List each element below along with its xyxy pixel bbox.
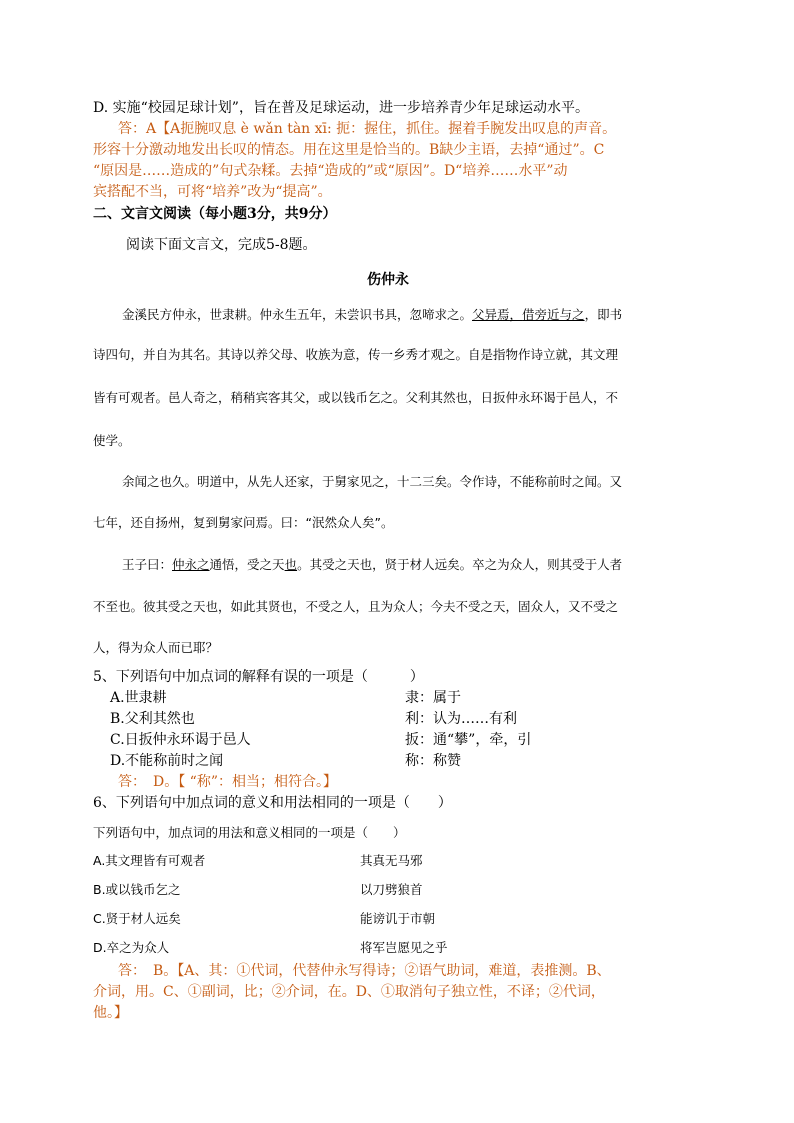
q5-option-d-explain: 称：称赞 bbox=[405, 753, 461, 769]
q4-answer-line-4: 宾搭配不当，可将“培养”改为“提高”。 bbox=[93, 184, 332, 200]
q6-option-d: D.卒之为众人 bbox=[93, 940, 170, 955]
q5-option-c-explain: 扳：通“攀”，牵，引 bbox=[405, 732, 532, 748]
q5-option-a-explain: 隶：属于 bbox=[405, 690, 461, 706]
q6-option-c: C.贤于材人远矣 bbox=[93, 911, 181, 926]
q5-answer: 答： D。【 “称”：相当；相符合。】 bbox=[118, 774, 337, 790]
passage-text: 。其受之天也，贤于材人远矣。卒之为众人，则其受于人者 bbox=[297, 557, 623, 572]
passage-text: ，即书 bbox=[584, 307, 623, 322]
underlined-comma: ， bbox=[509, 307, 523, 322]
passage-p1-line-1 bbox=[122, 306, 622, 324]
passage-p1-line-4: 使学。 bbox=[93, 433, 131, 448]
q5-question: 5、下列语句中加点词的解释有误的一项是（ ） bbox=[93, 669, 424, 685]
section-heading: 二、文言文阅读（每小题3分，共9分） bbox=[93, 206, 337, 222]
q4-answer-line-2: 形容十分激动地发出长叹的情态。用在这里是恰当的。B缺少主语，去掉“通过”。C bbox=[93, 142, 605, 158]
q6-option-a-compare: 其真无马邪 bbox=[360, 853, 423, 868]
passage-p3-line-2: 不至也。彼其受之天也，如此其贤也，不受之人，且为众人；今夫不受之天，固众人，又不受之 bbox=[93, 599, 619, 614]
q6-option-b-compare: 以刀劈狼首 bbox=[360, 882, 423, 897]
q6-option-a: A.其文理皆有可观者 bbox=[93, 853, 206, 868]
q4-answer-line-1: 答：A【A扼腕叹息 è wǎn tàn xī: 扼：握住，抓住。握着手腕发出叹息的声音。 bbox=[118, 121, 617, 137]
q6-option-d-compare: 将军岂愿见之乎 bbox=[360, 940, 448, 955]
passage-text: 王子曰： bbox=[122, 557, 173, 572]
passage-p3-line-3: 人，得为众人而已耶？ bbox=[93, 640, 219, 655]
section-instruction: 阅读下面文言文，完成5-8题。 bbox=[126, 237, 317, 253]
q6-answer-line-1: 答： B。【A、其：①代词，代替仲永写得诗；②语气助词，难道，表推测。B、 bbox=[118, 963, 611, 979]
q5-option-d: D.不能称前时之闻 bbox=[110, 753, 224, 769]
underlined-phrase: 父异焉 bbox=[472, 307, 510, 322]
underlined-phrase: 借旁近与之 bbox=[522, 307, 585, 322]
q6-option-b: B.或以钱币乞之 bbox=[93, 882, 181, 897]
q4-option-d: D. 实施“校园足球计划”，旨在普及足球运动，进一步培养青少年足球运动水平。 bbox=[93, 100, 589, 116]
q5-option-b: B.父利其然也 bbox=[110, 711, 195, 727]
passage-p3-line-1 bbox=[122, 556, 622, 574]
q4-answer-line-3: “原因是……造成的”句式杂糅。去掉“造成的”或“原因”。D“培养……水平”动 bbox=[93, 163, 568, 179]
q6-answer-line-2: 介词，用。C、①副词，比；②介词，在。D、①取消句子独立性，不译；②代词， bbox=[93, 984, 605, 1000]
passage-p2-line-2: 七年，还自扬州，复到舅家问焉。曰：“泯然众人矣”。 bbox=[93, 515, 394, 530]
passage-text: 通悟，受之天 bbox=[209, 557, 285, 572]
passage-p1-line-3: 皆有可观者。邑人奇之，稍稍宾客其父，或以钱币乞之。父利其然也，日扳仲永环谒于邑人，不 bbox=[93, 390, 619, 405]
passage-title: 伤仲永 bbox=[367, 272, 409, 288]
passage-text: 金溪民方仲永，世隶耕。仲永生五年，未尝识书具，忽啼求之。 bbox=[122, 307, 473, 322]
q5-option-b-explain: 利：认为……有利 bbox=[405, 711, 517, 727]
q5-option-a: A.世隶耕 bbox=[110, 690, 167, 706]
q6-option-c-compare: 能谤讥于市朝 bbox=[360, 911, 436, 926]
q6-question: 6、下列语句中加点词的意义和用法相同的一项是（ ） bbox=[93, 795, 452, 811]
underlined-phrase: 也 bbox=[284, 557, 298, 572]
q5-option-c: C.日扳仲永环谒于邑人 bbox=[110, 732, 251, 748]
underlined-phrase: 仲永之 bbox=[172, 557, 210, 572]
q6-subquestion: 下列语句中，加点词的用法和意义相同的一项是（ ） bbox=[93, 825, 406, 840]
passage-p2-line-1: 余闻之也久。明道中，从先人还家，于舅家见之，十二三矣。令作诗，不能称前时之闻。又 bbox=[122, 474, 623, 489]
passage-p1-line-2: 诗四句，并自为其名。其诗以养父母、收族为意，传一乡秀才观之。自是指物作诗立就，其文理 bbox=[93, 347, 619, 362]
q6-answer-line-3: 他。】 bbox=[93, 1005, 128, 1021]
